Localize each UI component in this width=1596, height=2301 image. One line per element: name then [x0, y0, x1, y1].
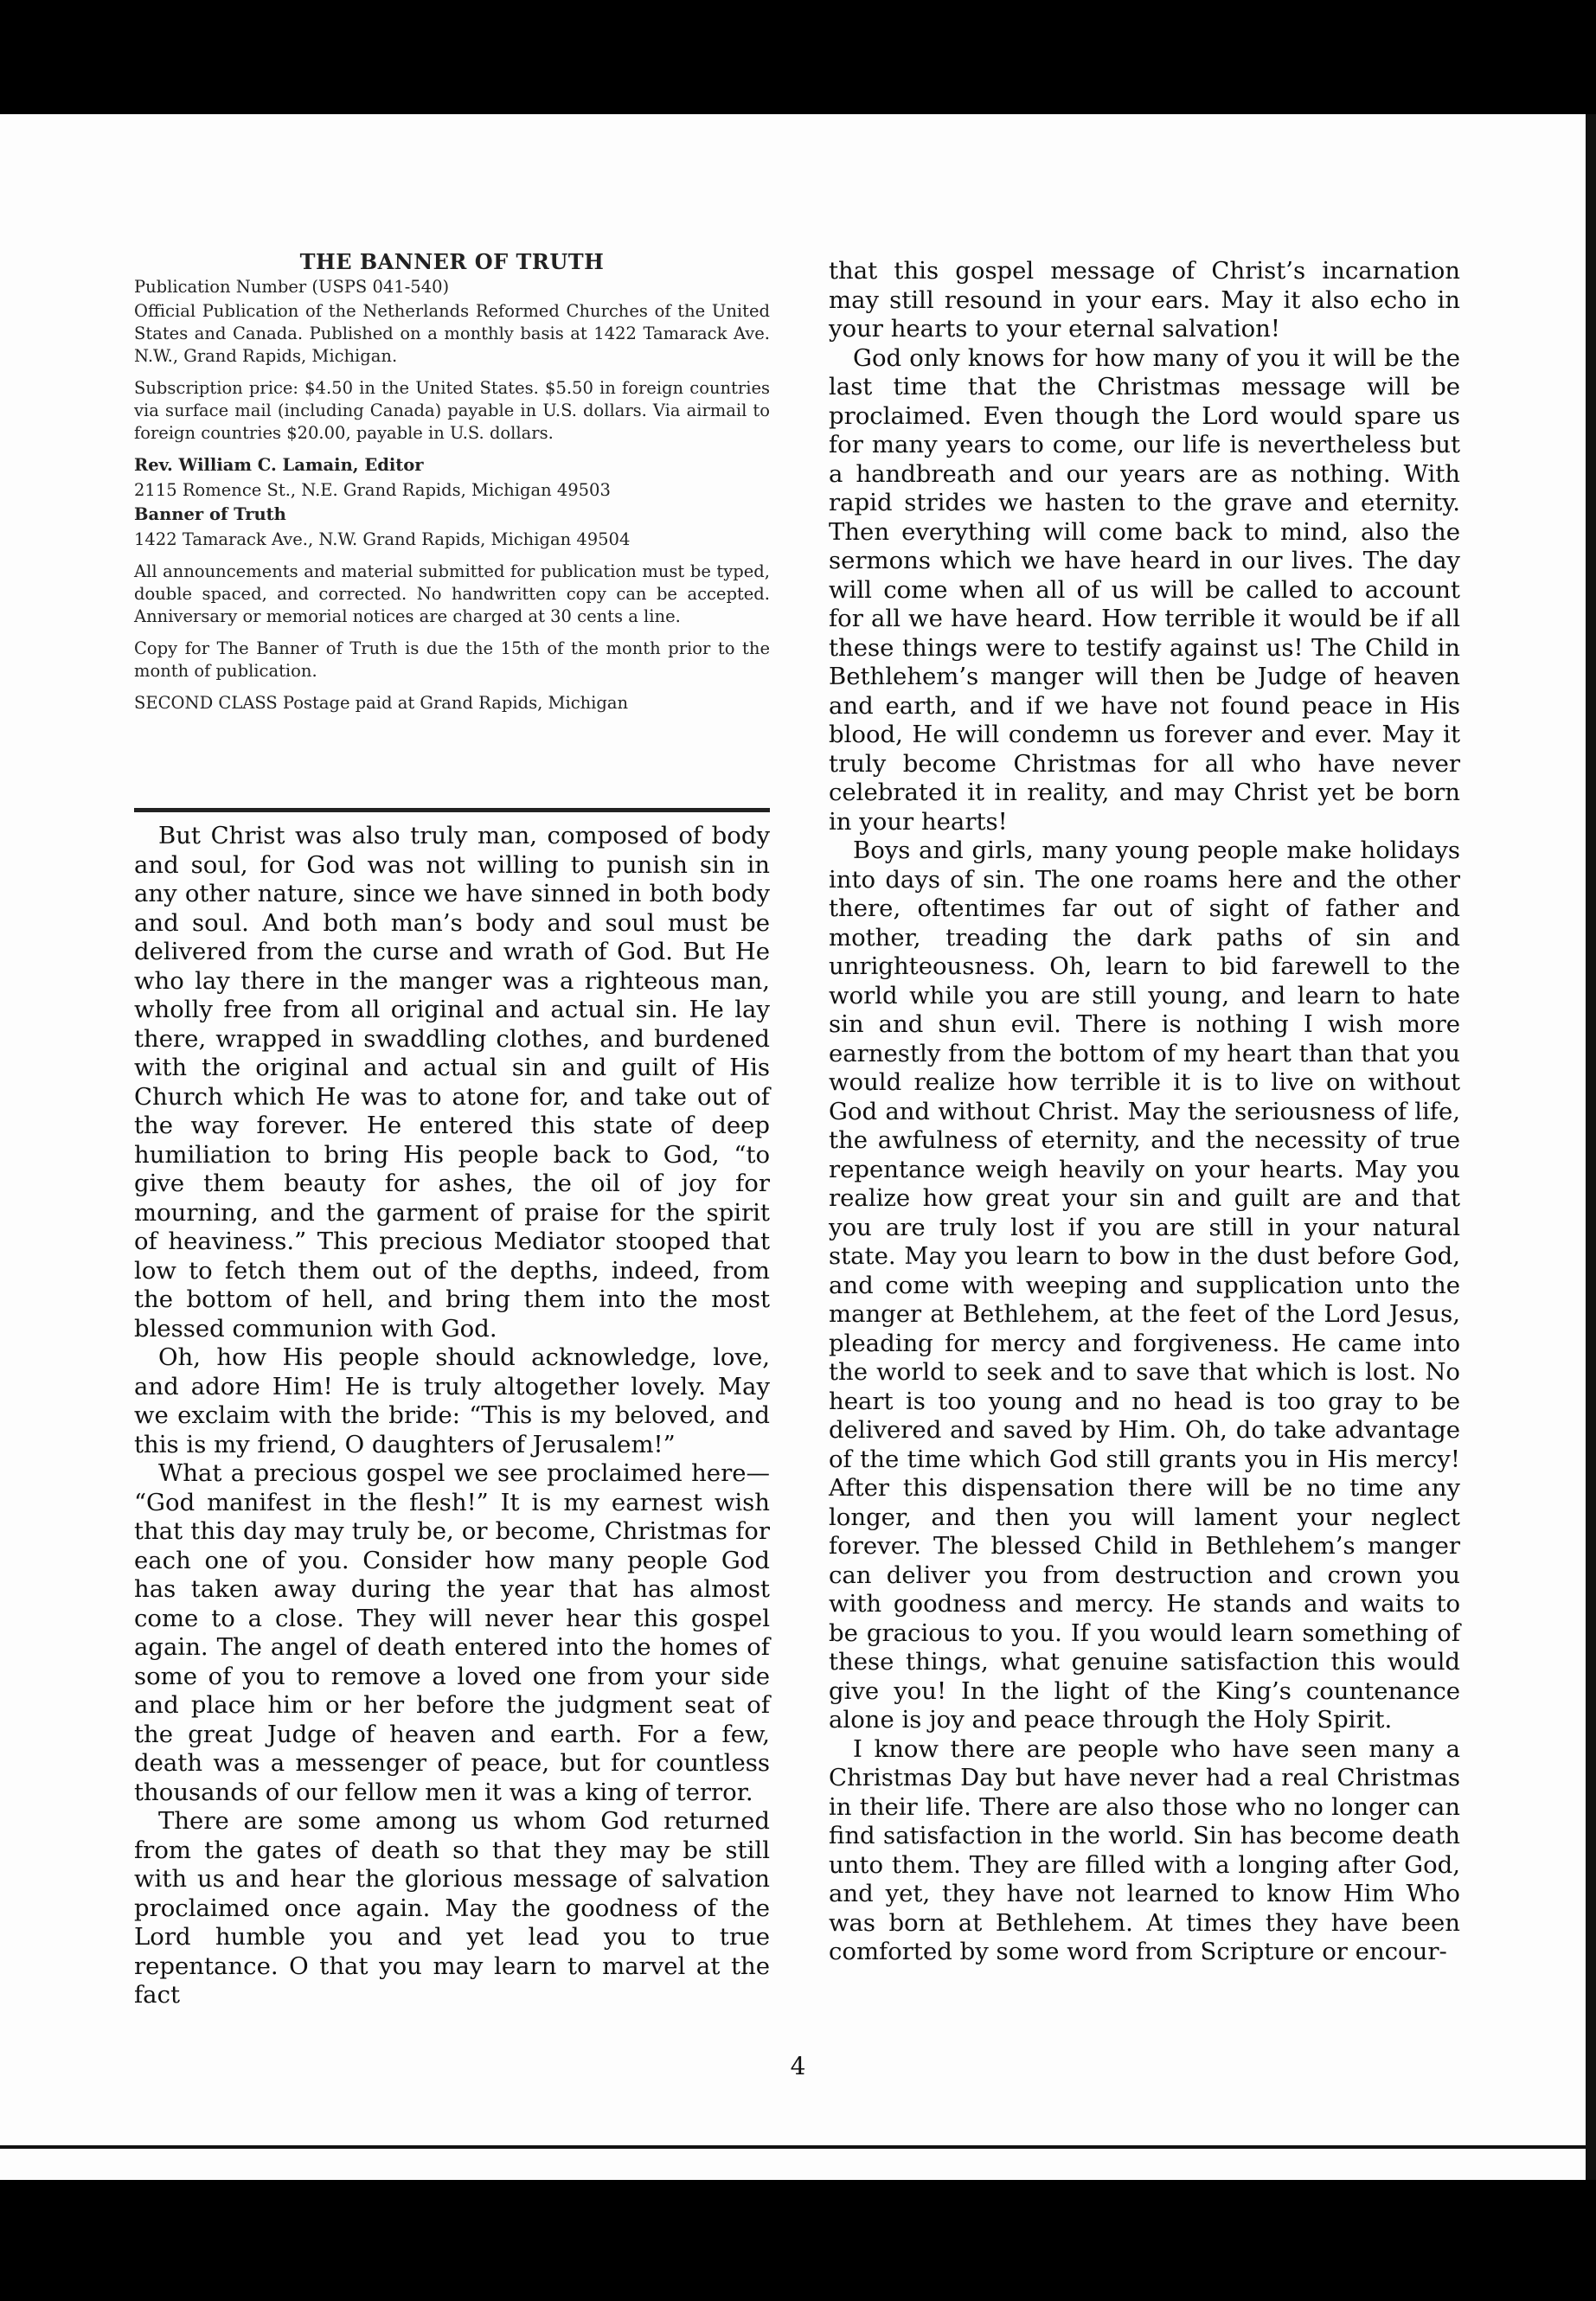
- page-number: 4: [790, 2052, 806, 2080]
- masthead: [134, 251, 770, 716]
- right-article-text: [829, 257, 1460, 1967]
- masthead-title: THE BANNER OF TRUTH: [299, 249, 605, 274]
- postage-note: SECOND CLASS Postage paid at Grand Rapids, Michigan: [134, 693, 629, 713]
- editor-address: 2115 Romence St., N.E. Grand Rapids, Michigan 49503: [134, 480, 611, 500]
- right-border: [1586, 114, 1596, 2180]
- office-name: Banner of Truth: [134, 504, 286, 524]
- office-address: 1422 Tamarack Ave., N.W. Grand Rapids, Michigan 49504: [134, 529, 631, 549]
- editor-name: Rev. William C. Lamain, Editor: [134, 455, 424, 475]
- masthead-divider: [134, 808, 770, 812]
- left-article-text: [134, 822, 770, 2010]
- paragraph: What a precious gospel we see proclaimed here— “God manifest in the flesh!” It is my earnest wish that this day may truly be, or become, Christmas for each one of you. Consider how many people God has taken away during the year that has almost come to a close. They will never hear this gospel again. The angel of death entered into the homes of some of you to remove a loved one from your side and place him or her before the judgment seat of the great Judge of heaven and earth. For a few, death was a messenger of peace, but for countless thousands of our fellow men it was a king of terror.: [134, 1459, 770, 1806]
- paragraph: Boys and girls, many young people make holidays into days of sin. The one roams here and the other there, oftentimes far out of sight of father and mother, treading the dark paths of sin and unrighteousness. Oh, learn to bid farewell to the world while you are still young, and learn to hate sin and shun evil. There is nothing I wish more earnestly from the bottom of my heart than that you would realize how terrible it is to live on without God and without Christ. May the seriousness of life, the awfulness of eternity, and the necessity of true repentance weigh heavily on your hearts. May you realize how great your sin and guilt are and that you are truly lost if you are still in your natural state. May you learn to bow in the dust before God, and come with weeping and supplication unto the manger at Bethlehem, at the feet of the Lord Jesus, pleading for mercy and forgiveness. He came into the world to seek and to save that which is lost. No heart is too young and no head is too gray to be delivered and saved by Him. Oh, do take advantage of the time which God still grants you in His mercy! After this dispensation there will be no time any longer, and then you will lament your neglect forever. The blessed Child in Bethlehem’s manger can deliver you from destruction and crown you with goodness and mercy. He stands and waits to be gracious to you. If you would learn something of these things, what genuine satisfaction this would give you! In the light of the King’s countenance alone is joy and peace through the Holy Spirit.: [829, 836, 1460, 1734]
- paragraph: I know there are people who have seen many a Christmas Day but have never had a real Christmas in their life. There are also those who no longer can find satisfaction in the world. Sin has become death unto them. They are filled with a longing after God, and yet, they have not learned to know Him Who was born at Bethlehem. At times they have been comforted by some word from Scripture or encour-: [829, 1734, 1460, 1965]
- paragraph: There are some among us whom God returned from the gates of death so that they may be still with us and hear the glorious message of salvation proclaimed once again. May the goodness of the Lord humble you and yet lead you to true repentance. O that you may learn to marvel at the fact: [134, 1807, 770, 2009]
- official-statement: Official Publication of the Netherlands Reformed Churches of the United States and Canada. Published on a monthly basis at 1422 Tamarack Ave. N.W., Grand Rapids, Michigan.: [134, 301, 770, 366]
- paragraph: God only knows for how many of you it will be the last time that the Christmas message will be proclaimed. Even though the Lord would spare us for many years to come, our life is nevertheless but a handbreath and our years are as nothing. With rapid strides we hasten to the grave and eternity. Then everything will come back to mind, also the sermons which we have heard in our lives. The day will come when all of us will be called to account for all we have heard. How terrible it would be if all these things were to testify against us! The Child in Bethlehem’s manger will then be Judge of heaven and earth, and if we have not found peace in His blood, He will condemn us forever and ever. May it truly become Christmas for all who have never celebrated it in reality, and may Christ yet be born in your hearts!: [829, 343, 1460, 836]
- paragraph: that this gospel message of Christ’s incarnation may still resound in your ears. May it also echo in your hearts to your eternal salvation!: [829, 257, 1460, 343]
- announcements-policy: All announcements and material submitted for publication must be typed, double spaced, and corrected. No handwritten copy can be accepted. Anniversary or memorial notices are charged at 30 cents a line.: [134, 561, 770, 626]
- paragraph: But Christ was also truly man, composed of body and soul, for God was not willing to punish sin in any other nature, since we have sinned in both body and soul. And both man’s body and soul must be delivered from the curse and wrath of God. But He who lay there in the manger was a righteous man, wholly free from all original and actual sin. He lay there, wrapped in swaddling clothes, and burdened with the original and actual sin and guilt of His Church which He was to atone for, and take out of the way forever. He entered this state of deep humiliation to bring His people back to God, “to give them beauty for ashes, the oil of joy for mourning, and the garment of praise for the spirit of heaviness.” This precious Mediator stooped that low to fetch them out of the depths, indeed, from the bottom of hell, and bring them into the most blessed communion with God.: [134, 822, 770, 1343]
- paragraph: Oh, how His people should acknowledge, love, and adore Him! He is truly altogether lovely. May we exclaim with the bride: “This is my beloved, and this is my friend, O daughters of Jerusalem!”: [134, 1343, 770, 1458]
- subscription-info: Subscription price: $4.50 in the United States. $5.50 in foreign countries via surface mail (including Canada) payable in U.S. dollars. Via airmail to foreign countries $20.00, payable in U.S. dollars.: [134, 378, 770, 443]
- copy-due-note: Copy for The Banner of Truth is due the 15th of the month prior to the month of publication.: [134, 638, 770, 681]
- bottom-border: [0, 2145, 1596, 2149]
- publication-number: Publication Number (USPS 041-540): [134, 277, 450, 297]
- page: [0, 114, 1596, 2180]
